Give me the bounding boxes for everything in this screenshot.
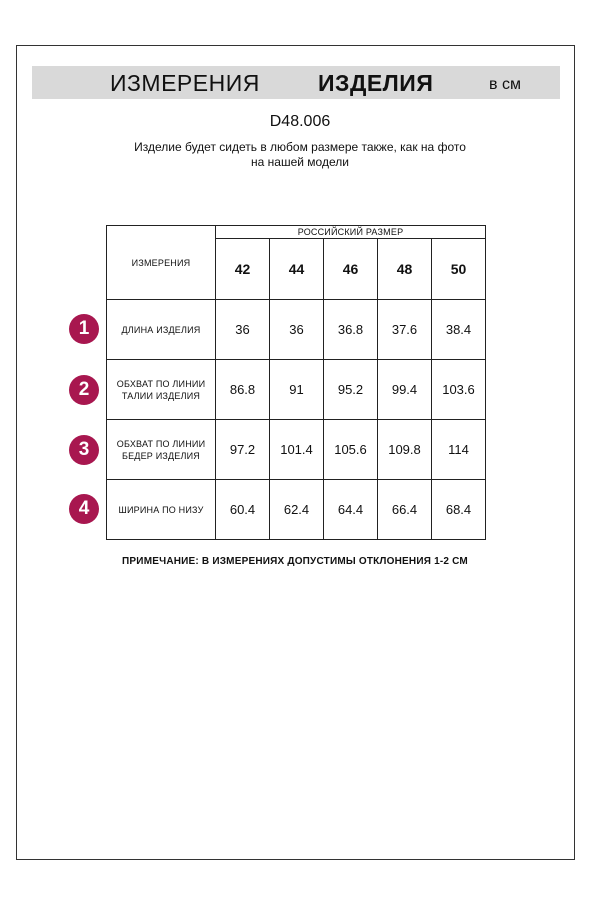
row-label: [107, 360, 216, 420]
row-label-line: ШИРИНА ПО НИЗУ: [118, 504, 204, 515]
subtitle-line-1: Изделие будет сидеть в любом размере также, как на фото: [134, 140, 466, 154]
size-cell: 46: [324, 239, 378, 300]
value-cell: 103.6: [432, 360, 486, 420]
subtitle-line-2: на нашей модели: [251, 155, 349, 169]
value-cell: 68.4: [432, 480, 486, 540]
number-badge: 2: [69, 375, 99, 405]
row-label: [107, 300, 216, 360]
value-cell: 36: [270, 300, 324, 360]
value-cell: 95.2: [324, 360, 378, 420]
value-cell: 64.4: [324, 480, 378, 540]
measure-header: ИЗМЕРЕНИЯ: [107, 226, 216, 300]
value-cell: 36.8: [324, 300, 378, 360]
row-label-line: ОБХВАТ ПО ЛИНИИ: [116, 378, 206, 389]
value-cell: 86.8: [216, 360, 270, 420]
title-main: ИЗМЕРЕНИЯ: [110, 70, 260, 96]
row-label-line: ДЛИНА ИЗДЕЛИЯ: [121, 324, 201, 335]
table-row: [107, 420, 486, 480]
value-cell: 91: [270, 360, 324, 420]
subtitle: [0, 140, 600, 170]
size-cell: 42: [216, 239, 270, 300]
value-cell: 62.4: [270, 480, 324, 540]
value-cell: 109.8: [378, 420, 432, 480]
title-bold: ИЗДЕЛИЯ: [318, 70, 434, 96]
note: ПРИМЕЧАНИЕ: В ИЗМЕРЕНИЯХ ДОПУСТИМЫ ОТКЛОНЕНИЯ 1-2 СМ: [122, 556, 468, 567]
number-badge: 4: [69, 494, 99, 524]
row-label-line: БЕДЕР ИЗДЕЛИЯ: [122, 450, 200, 461]
value-cell: 97.2: [216, 420, 270, 480]
value-cell: 60.4: [216, 480, 270, 540]
number-badge: 1: [69, 314, 99, 344]
value-cell: 37.6: [378, 300, 432, 360]
row-label: [107, 480, 216, 540]
row-label: [107, 420, 216, 480]
table-header-row: [107, 226, 486, 239]
value-cell: 114: [432, 420, 486, 480]
row-label-line: ОБХВАТ ПО ЛИНИИ: [116, 438, 206, 449]
value-cell: 66.4: [378, 480, 432, 540]
value-cell: 99.4: [378, 360, 432, 420]
value-cell: 36: [216, 300, 270, 360]
value-cell: 101.4: [270, 420, 324, 480]
row-label-line: ТАЛИИ ИЗДЕЛИЯ: [121, 390, 201, 401]
size-cell: 48: [378, 239, 432, 300]
table-row: [107, 480, 486, 540]
size-group-header: РОССИЙСКИЙ РАЗМЕР: [216, 226, 486, 239]
size-cell: 50: [432, 239, 486, 300]
title-unit: в см: [489, 76, 521, 93]
size-table: [106, 225, 486, 540]
value-cell: 105.6: [324, 420, 378, 480]
table-row: [107, 360, 486, 420]
value-cell: 38.4: [432, 300, 486, 360]
size-cell: 44: [270, 239, 324, 300]
article-number: D48.006: [269, 113, 331, 130]
table-row: [107, 300, 486, 360]
number-badge: 3: [69, 435, 99, 465]
